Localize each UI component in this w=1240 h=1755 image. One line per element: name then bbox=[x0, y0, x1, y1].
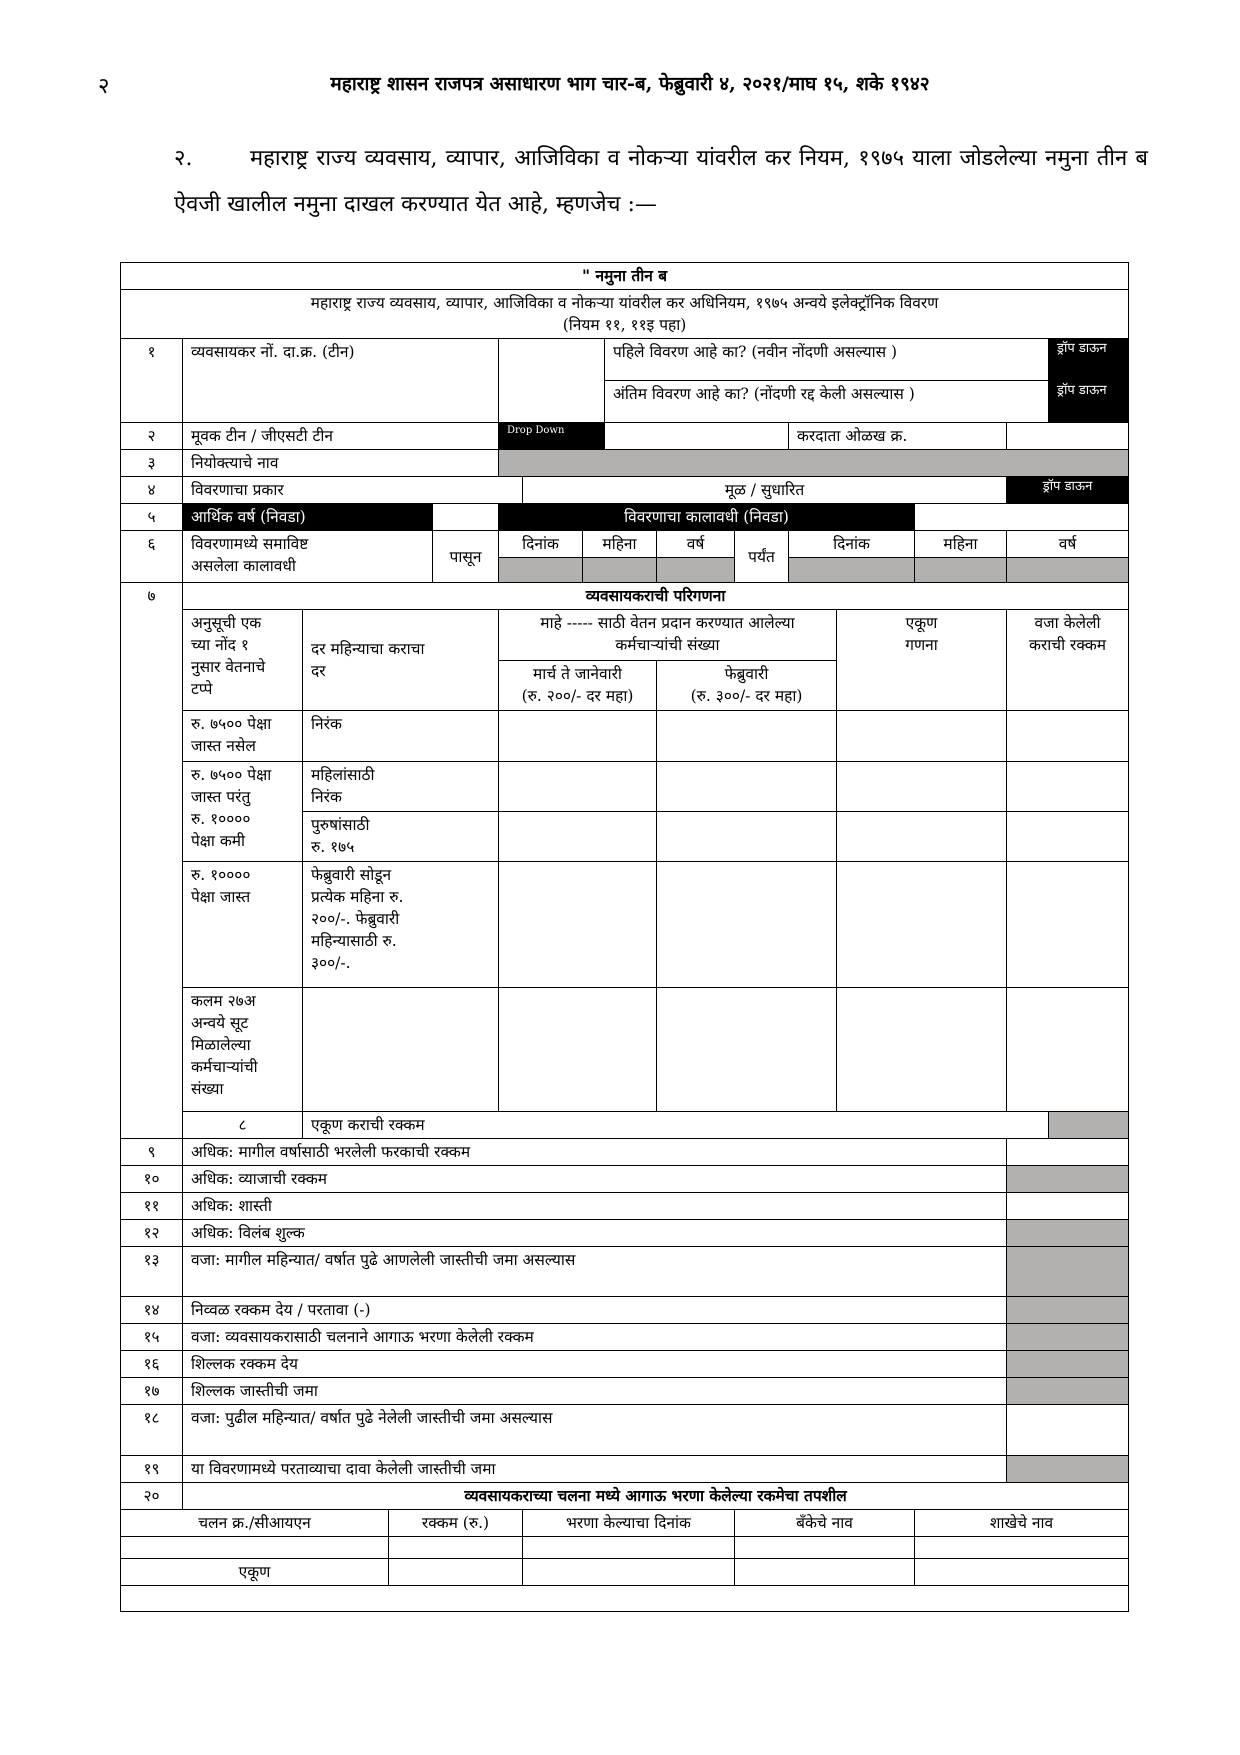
slab-header-2: च्या नोंद १ bbox=[191, 636, 249, 654]
rate-line: महिलांसाठी bbox=[311, 766, 375, 784]
intro-paragraph bbox=[174, 136, 1148, 228]
slab-line: रु. ७५०० पेक्षा bbox=[191, 766, 272, 784]
to-date-header: दिनांक bbox=[789, 531, 915, 558]
slab-line: जास्त परंतु bbox=[191, 788, 251, 806]
summary-number: १२ bbox=[121, 1220, 183, 1247]
row-20 bbox=[121, 1483, 1129, 1510]
from-label: पासून bbox=[433, 531, 499, 583]
summary-number: १४ bbox=[121, 1297, 183, 1324]
march-jan-count-input[interactable] bbox=[499, 762, 657, 812]
intro-text: महाराष्ट्र राज्य व्यवसाय, व्यापार, आजिविका व नोकऱ्या यांवरील कर नियम, १९७५ याला जोडलेल्या नमुना तीन ब ऐवजी खालील नमुना दाखल करण्यात येत आहे, म्हणजेच :— bbox=[174, 146, 1148, 217]
challan-date-input[interactable] bbox=[523, 1537, 735, 1559]
to-month-input[interactable] bbox=[915, 558, 1007, 583]
slab-line: संख्या bbox=[191, 1080, 224, 1098]
rate-line: २००/-. फेब्रुवारी bbox=[311, 910, 400, 928]
challan-total-row bbox=[121, 1559, 1129, 1586]
summary-row bbox=[121, 1166, 1129, 1193]
summary-label: अधिक: मागील वर्षासाठी भरलेली फरकाची रक्कम bbox=[183, 1139, 1007, 1166]
rate-line: फेब्रुवारी सोडून bbox=[311, 866, 392, 884]
slab-cell bbox=[183, 862, 303, 988]
summary-value[interactable] bbox=[1007, 1166, 1129, 1193]
rate-line: निरंक bbox=[311, 788, 342, 806]
summary-label: निव्वळ रक्कम देय / परतावा (-) bbox=[183, 1297, 1007, 1324]
summary-row bbox=[121, 1112, 1129, 1139]
first-return-dropdown[interactable]: ड्रॉप डाऊन bbox=[1049, 339, 1129, 381]
deducted-tax-input[interactable] bbox=[1007, 762, 1129, 812]
slab-line: जास्त नसेल bbox=[191, 737, 256, 755]
deducted-tax-input[interactable] bbox=[1007, 812, 1129, 862]
from-date-input[interactable] bbox=[499, 558, 583, 583]
summary-value[interactable] bbox=[1007, 1247, 1129, 1297]
row-6a bbox=[121, 531, 1129, 558]
challan-title: व्यवसायकराच्या चलना मध्ये आगाऊ भरणा केलेल्या रकमेचा तपशील bbox=[183, 1483, 1129, 1510]
deducted-tax-header-2: कराची रक्कम bbox=[1029, 636, 1107, 654]
final-return-dropdown[interactable]: ड्रॉप डाऊन bbox=[1049, 381, 1129, 423]
challan-header-row bbox=[121, 1510, 1129, 1537]
return-type-label: विवरणाचा प्रकार bbox=[183, 477, 523, 504]
summary-row bbox=[121, 1247, 1129, 1297]
return-period-select[interactable]: विवरणाचा कालावधी (निवडा) bbox=[499, 504, 915, 531]
tin-input[interactable] bbox=[499, 339, 605, 423]
row-4-number: ४ bbox=[121, 477, 183, 504]
summary-label: अधिक: शास्ती bbox=[183, 1193, 1007, 1220]
summary-value[interactable] bbox=[1007, 1324, 1129, 1351]
summary-number: १३ bbox=[121, 1247, 183, 1297]
challan-col-header: बँकेचे नाव bbox=[735, 1510, 915, 1537]
taxpayer-id-label: करदाता ओळख क्र. bbox=[789, 423, 1007, 450]
summary-row bbox=[121, 1139, 1129, 1166]
deducted-tax-input[interactable] bbox=[1007, 862, 1129, 988]
employee-count-header-2: कर्मचाऱ्यांची संख्या bbox=[615, 636, 720, 654]
form-footer-blank bbox=[121, 1586, 1129, 1612]
challan-data-row bbox=[121, 1537, 1129, 1559]
gst-tin-input[interactable] bbox=[605, 423, 789, 450]
from-date-header: दिनांक bbox=[499, 531, 583, 558]
to-year-input[interactable] bbox=[1007, 558, 1129, 583]
slab-line: पेक्षा कमी bbox=[191, 832, 246, 850]
challan-total-bank bbox=[735, 1559, 915, 1586]
summary-number: ९ bbox=[121, 1139, 183, 1166]
from-year-input[interactable] bbox=[657, 558, 735, 583]
march-jan-count-input[interactable] bbox=[499, 812, 657, 862]
slab-line: कर्मचाऱ्यांची bbox=[191, 1058, 258, 1076]
summary-row bbox=[121, 1378, 1129, 1405]
row-7-number: ७ bbox=[121, 583, 183, 1139]
row-20-number: २० bbox=[121, 1483, 183, 1510]
total-count-input[interactable] bbox=[837, 862, 1007, 988]
form-title: " नमुना तीन ब bbox=[121, 263, 1129, 290]
february-header-1: फेब्रुवारी bbox=[724, 665, 769, 683]
february-header-2: (रु. ३००/- दर महा) bbox=[690, 687, 803, 705]
taxpayer-id-input[interactable] bbox=[1007, 423, 1129, 450]
slab-header-1: अनुसूची एक bbox=[191, 614, 262, 632]
slab-line: अन्वये सूट bbox=[191, 1014, 249, 1032]
summary-label: वजा: व्यवसायकरासाठी चलनाने आगाऊ भरणा केलेली रक्कम bbox=[183, 1324, 1007, 1351]
summary-value[interactable] bbox=[1007, 1456, 1129, 1483]
slab-cell bbox=[183, 711, 303, 762]
summary-row bbox=[121, 1351, 1129, 1378]
summary-value[interactable] bbox=[1007, 1405, 1129, 1456]
march-jan-count-input[interactable] bbox=[499, 711, 657, 762]
total-count-input[interactable] bbox=[837, 988, 1007, 1112]
summary-label: एकूण कराची रक्कम bbox=[303, 1112, 1049, 1139]
march-jan-count-input[interactable] bbox=[499, 988, 657, 1112]
deducted-tax-header-1: वजा केलेली bbox=[1034, 614, 1101, 632]
summary-number: ११ bbox=[121, 1193, 183, 1220]
calc-header-a bbox=[121, 610, 1129, 661]
period-label bbox=[183, 531, 433, 583]
summary-label: वजा: पुढील महिन्यात/ वर्षात पुढे नेलेली जास्तीची जमा असल्यास bbox=[183, 1405, 1007, 1456]
challan-bank-input[interactable] bbox=[735, 1537, 915, 1559]
march-jan-count-input[interactable] bbox=[499, 862, 657, 988]
slab-header-4: टप्पे bbox=[191, 680, 213, 698]
row-7-title bbox=[121, 583, 1129, 610]
summary-row bbox=[121, 1297, 1129, 1324]
slab-line: रु. १०००० bbox=[191, 810, 251, 828]
challan-amount-input[interactable] bbox=[389, 1537, 523, 1559]
rate-line: महिन्यासाठी रु. bbox=[311, 932, 397, 950]
row-3 bbox=[121, 450, 1129, 477]
summary-value[interactable] bbox=[1007, 1378, 1129, 1405]
return-type-dropdown[interactable]: ड्रॉप डाऊन bbox=[1007, 477, 1129, 504]
total-count-input[interactable] bbox=[837, 711, 1007, 762]
slab-row bbox=[121, 988, 1129, 1112]
calc-title: व्यवसायकराची परिगणना bbox=[183, 583, 1129, 610]
summary-number: ८ bbox=[183, 1112, 303, 1139]
march-jan-header-2: (रु. २००/- दर महा) bbox=[521, 687, 634, 705]
row-2-label: मूवक टीन / जीएसटी टीन bbox=[183, 423, 499, 450]
rate-line: ३००/-. bbox=[311, 954, 351, 972]
row-4 bbox=[121, 477, 1129, 504]
challan-total-date bbox=[523, 1559, 735, 1586]
challan-col-header: चलन क्र./सीआयएन bbox=[121, 1510, 389, 1537]
summary-row bbox=[121, 1324, 1129, 1351]
challan-col-header: भरणा केल्याचा दिनांक bbox=[523, 1510, 735, 1537]
row-5-number: ५ bbox=[121, 504, 183, 531]
march-jan-header bbox=[499, 661, 657, 711]
intro-number: २. bbox=[174, 146, 193, 171]
employee-count-header-1: माहे ----- साठी वेतन प्रदान करण्यात आलेल्या bbox=[540, 614, 795, 632]
slab-row bbox=[121, 762, 1129, 812]
rate-line: प्रत्येक महिना रु. bbox=[311, 888, 404, 906]
summary-number: १९ bbox=[121, 1456, 183, 1483]
slab-cell bbox=[183, 762, 303, 862]
rate-cell bbox=[303, 812, 499, 862]
period-label-line1: विवरणामध्ये समाविष्ट bbox=[191, 535, 309, 553]
total-count-input[interactable] bbox=[837, 762, 1007, 812]
row-5 bbox=[121, 504, 1129, 531]
gst-tin-dropdown[interactable]: Drop Down bbox=[499, 423, 605, 450]
february-count-input[interactable] bbox=[657, 762, 837, 812]
slab-row bbox=[121, 862, 1129, 988]
total-count-header-2: गणना bbox=[905, 636, 938, 654]
financial-year-select[interactable]: आर्थिक वर्ष (निवडा) bbox=[183, 504, 433, 531]
slab-header-3: नुसार वेतनाचे bbox=[191, 658, 266, 676]
summary-number: १० bbox=[121, 1166, 183, 1193]
slab-row bbox=[121, 711, 1129, 762]
from-month-input[interactable] bbox=[583, 558, 657, 583]
summary-label: शिल्लक जास्तीची जमा bbox=[183, 1378, 1007, 1405]
row-2-number: २ bbox=[121, 423, 183, 450]
summary-label: शिल्लक रक्कम देय bbox=[183, 1351, 1007, 1378]
form-footer-row bbox=[121, 1586, 1129, 1612]
from-month-header: महिना bbox=[583, 531, 657, 558]
to-label: पर्यंत bbox=[735, 531, 789, 583]
rate-cell bbox=[303, 988, 499, 1112]
rate-header bbox=[303, 610, 499, 711]
rate-line: पुरुषांसाठी bbox=[311, 816, 370, 834]
summary-label: अधिक: विलंब शुल्क bbox=[183, 1220, 1007, 1247]
to-year-header: वर्ष bbox=[1007, 531, 1129, 558]
form-subtitle-line1: महाराष्ट्र राज्य व्यवसाय, व्यापार, आजिविका व नोकऱ्या यांवरील कर अधिनियम, १९७५ अन्वये इलेक्ट्रॉनिक विवरण bbox=[310, 294, 939, 312]
total-count-input[interactable] bbox=[837, 812, 1007, 862]
summary-number: १८ bbox=[121, 1405, 183, 1456]
summary-row bbox=[121, 1456, 1129, 1483]
challan-total-branch bbox=[915, 1559, 1129, 1586]
financial-year-input[interactable] bbox=[433, 504, 499, 531]
from-year-header: वर्ष bbox=[657, 531, 735, 558]
row-3-number: ३ bbox=[121, 450, 183, 477]
summary-row bbox=[121, 1405, 1129, 1456]
march-jan-header-1: मार्च ते जानेवारी bbox=[533, 665, 622, 683]
employer-name-field[interactable] bbox=[499, 450, 1129, 477]
employer-name-label: नियोक्त्याचे नाव bbox=[183, 450, 499, 477]
february-count-input[interactable] bbox=[657, 711, 837, 762]
employee-count-header bbox=[499, 610, 837, 661]
summary-value[interactable] bbox=[1007, 1220, 1129, 1247]
february-count-input[interactable] bbox=[657, 812, 837, 862]
deducted-tax-input[interactable] bbox=[1007, 711, 1129, 762]
slab-line: मिळालेल्या bbox=[191, 1036, 251, 1054]
to-month-header: महिना bbox=[915, 531, 1007, 558]
deducted-tax-header bbox=[1007, 610, 1129, 711]
slab-line: कलम २७अ bbox=[191, 992, 256, 1010]
summary-row bbox=[121, 1220, 1129, 1247]
february-count-input[interactable] bbox=[657, 862, 837, 988]
challan-total-amount[interactable] bbox=[389, 1559, 523, 1586]
slab-line: रु. ७५०० पेक्षा bbox=[191, 715, 272, 733]
february-header bbox=[657, 661, 837, 711]
row-1-number: १ bbox=[121, 339, 183, 423]
slab-header bbox=[183, 610, 303, 711]
form-title-row bbox=[121, 263, 1129, 290]
challan-total-label: एकूण bbox=[121, 1559, 389, 1586]
gazette-header: महाराष्ट्र शासन राजपत्र असाधारण भाग चार-ब, फेब्रुवारी ४, २०२१/माघ १५, शके १९४२ bbox=[330, 73, 930, 95]
rate-cell bbox=[303, 711, 499, 762]
slab-cell bbox=[183, 988, 303, 1112]
return-period-input[interactable] bbox=[915, 504, 1129, 531]
summary-value[interactable] bbox=[1007, 1193, 1129, 1220]
summary-label: अधिक: व्याजाची रक्कम bbox=[183, 1166, 1007, 1193]
challan-col-header: रक्कम (रु.) bbox=[389, 1510, 523, 1537]
summary-value[interactable] bbox=[1007, 1139, 1129, 1166]
challan-number-input[interactable] bbox=[121, 1537, 389, 1559]
page-number: २ bbox=[98, 74, 110, 99]
return-type-value: मूळ / सुधारित bbox=[523, 477, 1007, 504]
form-subtitle-line2: (नियम ११, ११इ पहा) bbox=[562, 316, 687, 334]
summary-number: १५ bbox=[121, 1324, 183, 1351]
rate-header-2: दर bbox=[311, 662, 326, 680]
form-subtitle bbox=[121, 290, 1129, 339]
challan-branch-input[interactable] bbox=[915, 1537, 1129, 1559]
row-1a bbox=[121, 339, 1129, 381]
row-1-label: व्यवसायकर नों. दा.क्र. (टीन) bbox=[183, 339, 499, 423]
rate-line: रु. १७५ bbox=[311, 838, 355, 856]
summary-row bbox=[121, 1193, 1129, 1220]
rate-header-1: दर महिन्याचा कराचा bbox=[311, 640, 425, 658]
slab-line: पेक्षा जास्त bbox=[191, 888, 251, 906]
rate-cell bbox=[303, 762, 499, 812]
row-6-number: ६ bbox=[121, 531, 183, 583]
final-return-question: अंतिम विवरण आहे का? (नोंदणी रद्द केली असल्यास ) bbox=[605, 381, 1049, 423]
first-return-question: पहिले विवरण आहे का? (नवीन नोंदणी असल्यास ) bbox=[605, 339, 1049, 381]
total-count-header-1: एकूण bbox=[905, 614, 938, 632]
summary-label: वजा: मागील महिन्यात/ वर्षात पुढे आणलेली जास्तीची जमा असल्यास bbox=[183, 1247, 1007, 1297]
slab-line: रु. १०००० bbox=[191, 866, 251, 884]
summary-value[interactable] bbox=[1007, 1297, 1129, 1324]
row-2 bbox=[121, 423, 1129, 450]
summary-label: या विवरणामध्ये परताव्याचा दावा केलेली जास्तीची जमा bbox=[183, 1456, 1007, 1483]
total-count-header bbox=[837, 610, 1007, 711]
form-3b-table bbox=[120, 262, 1129, 1612]
summary-number: १७ bbox=[121, 1378, 183, 1405]
february-count-input[interactable] bbox=[657, 988, 837, 1112]
summary-number: १६ bbox=[121, 1351, 183, 1378]
summary-value[interactable] bbox=[1049, 1112, 1129, 1139]
challan-col-header: शाखेचे नाव bbox=[915, 1510, 1129, 1537]
form-subtitle-row bbox=[121, 290, 1129, 339]
period-label-line2: असलेला कालावधी bbox=[191, 557, 296, 575]
summary-value[interactable] bbox=[1007, 1351, 1129, 1378]
rate-line: निरंक bbox=[311, 715, 342, 733]
to-date-input[interactable] bbox=[789, 558, 915, 583]
rate-cell bbox=[303, 862, 499, 988]
deducted-tax-input[interactable] bbox=[1007, 988, 1129, 1112]
